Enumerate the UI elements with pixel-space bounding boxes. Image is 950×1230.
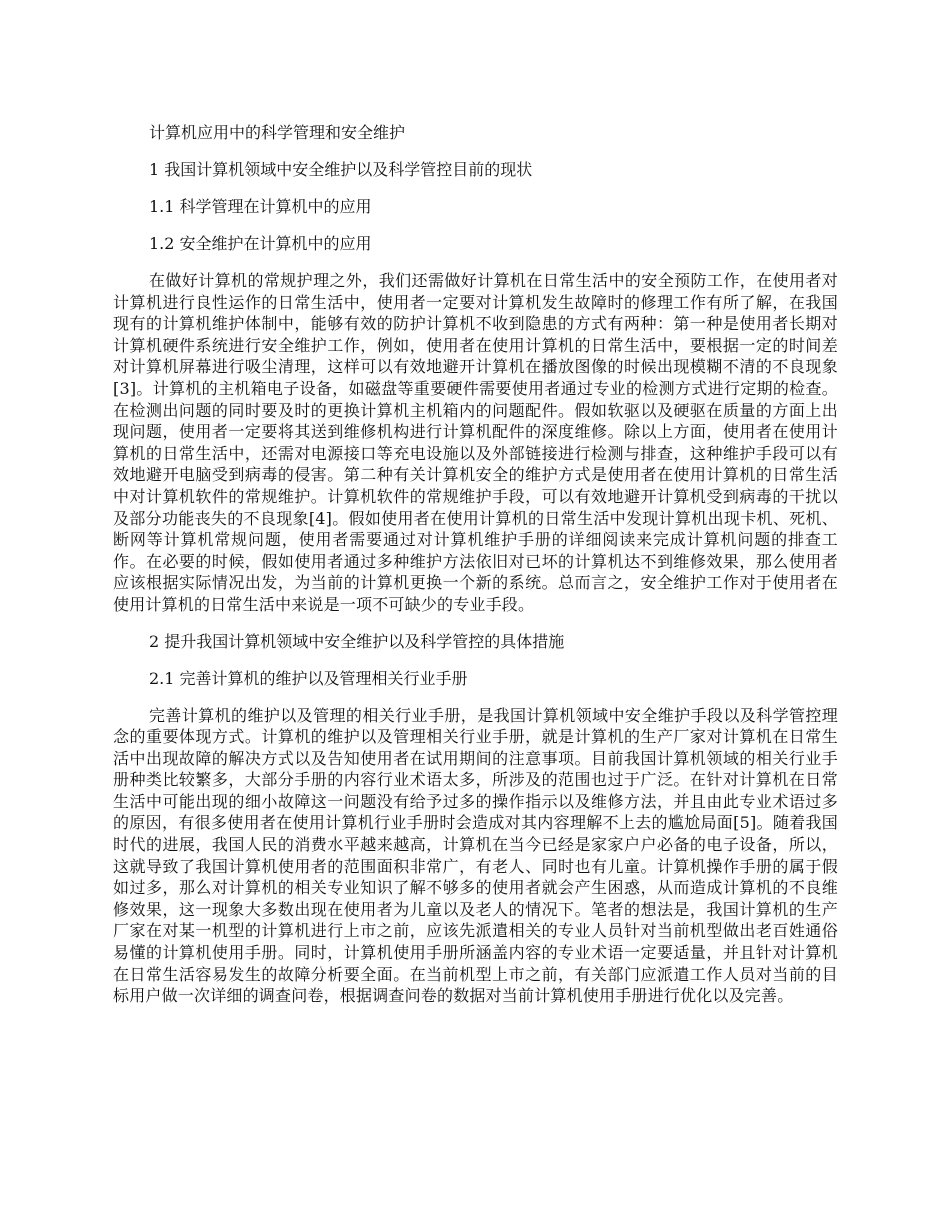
body-paragraph-1: 在做好计算机的常规护理之外，我们还需做好计算机在日常生活中的安全预防工作，在使用者对计算机进行良性运作的日常生活中，使用者一定要对计算机发生故障时的修理工作有所了解，在我国现有的计算机维护体制中，能够有效的防护计算机不收到隐患的方式有两种：第一种是使用者长期对计算机硬件系统进行安全维护工作，例如，使用者在使用计算机的日常生活中，要根据一定的时间差对计算机屏幕进行吸尘清理，这样可以有效地避开计算机在播放图像的时候出现模糊不清的不良现象[3]。计算机的主机箱电子设备，如磁盘等重要硬件需要使用者通过专业的检测方式进行定期的检查。在检测出问题的同时要及时的更换计算机主机箱内的问题配件。假如软驱以及硬驱在质量的方面上出现问题，使用者一定要将其送到维修机构进行计算机配件的深度维修。除以上方面，使用者在使用计算机的日常生活中，还需对电源接口等充电设施以及外部链接进行检测与排查，这种维护手段可以有效地避开电脑受到病毒的侵害。第二种有关计算机安全的维护方式是使用者在使用计算机的日常生活中对计算机软件的常规维护。计算机软件的常规维护手段，可以有效地避开计算机受到病毒的干扰以及部分功能丧失的不良现象[4]。假如使用者在使用计算机的日常生活中发现计算机出现卡机、死机、断网等计算机常规问题，使用者需要通过对计算机维护手册的详细阅读来完成计算机问题的排查工作。在必要的时候，假如使用者通过多种维护方法依旧对已坏的计算机达不到维修效果，那么使用者应该根据实际情况出发，为当前的计算机更换一个新的系统。总而言之，安全维护工作对于使用者在使用计算机的日常生活中来说是一项不可缺少的专业手段。 bbox=[113, 271, 838, 614]
subsection-heading-2-1: 2.1 完善计算机的维护以及管理相关行业手册 bbox=[149, 668, 468, 688]
subsection-heading-1-2: 1.2 安全维护在计算机中的应用 bbox=[149, 234, 372, 253]
subsection-heading-1-1: 1.1 科学管理在计算机中的应用 bbox=[149, 197, 372, 216]
section-heading-1: 1 我国计算机领域中安全维护以及科学管控目前的现状 bbox=[149, 160, 533, 179]
section-heading-2: 2 提升我国计算机领域中安全维护以及科学管控的具体措施 bbox=[149, 631, 565, 651]
document-title: 计算机应用中的科学管理和安全维护 bbox=[149, 123, 406, 142]
body-paragraph-2: 完善计算机的维护以及管理的相关行业手册，是我国计算机领域中安全维护手段以及科学管控理念的重要体现方式。计算机的维护以及管理相关行业手册，就是计算机的生产厂家对计算机在日常生活中出现故障的解决方式以及告知使用者在试用期间的注意事项。目前我国计算机领域的相关行业手册种类比较繁多，大部分手册的内容行业术语太多，所涉及的范围也过于广泛。在针对计算机在日常生活中可能出现的细小故障这一问题没有给予过多的操作指示以及维修方法，并且由此专业术语过多的原因，有很多使用者在使用计算机行业手册时会造成对其内容理解不上去的尴尬局面[5]。随着我国时代的进展，我国人民的消费水平越来越高，计算机在当今已经是家家户户必备的电子设备，所以，这就导致了我国计算机使用者的范围面积非常广，有老人、同时也有儿童。计算机操作手册的属于假如过多，那么对计算机的相关专业知识了解不够多的使用者就会产生困惑，从而造成计算机的不良维修效果，这一现象大多数出现在使用者为儿童以及老人的情况下。笔者的想法是，我国计算机的生产厂家在对某一机型的计算机进行上市之前，应该先派遣相关的专业人员针对当前机型做出老百姓通俗易懂的计算机使用手册。同时，计算机使用手册所涵盖内容的专业术语一定要适量，并且针对计算机在日常生活容易发生的故障分析要全面。在当前机型上市之前，有关部门应派遣工作人员对当前的目标用户做一次详细的调查问卷，根据调查问卷的数据对当前计算机使用手册进行优化以及完善。 bbox=[113, 705, 838, 1006]
document-page bbox=[113, 122, 838, 1022]
